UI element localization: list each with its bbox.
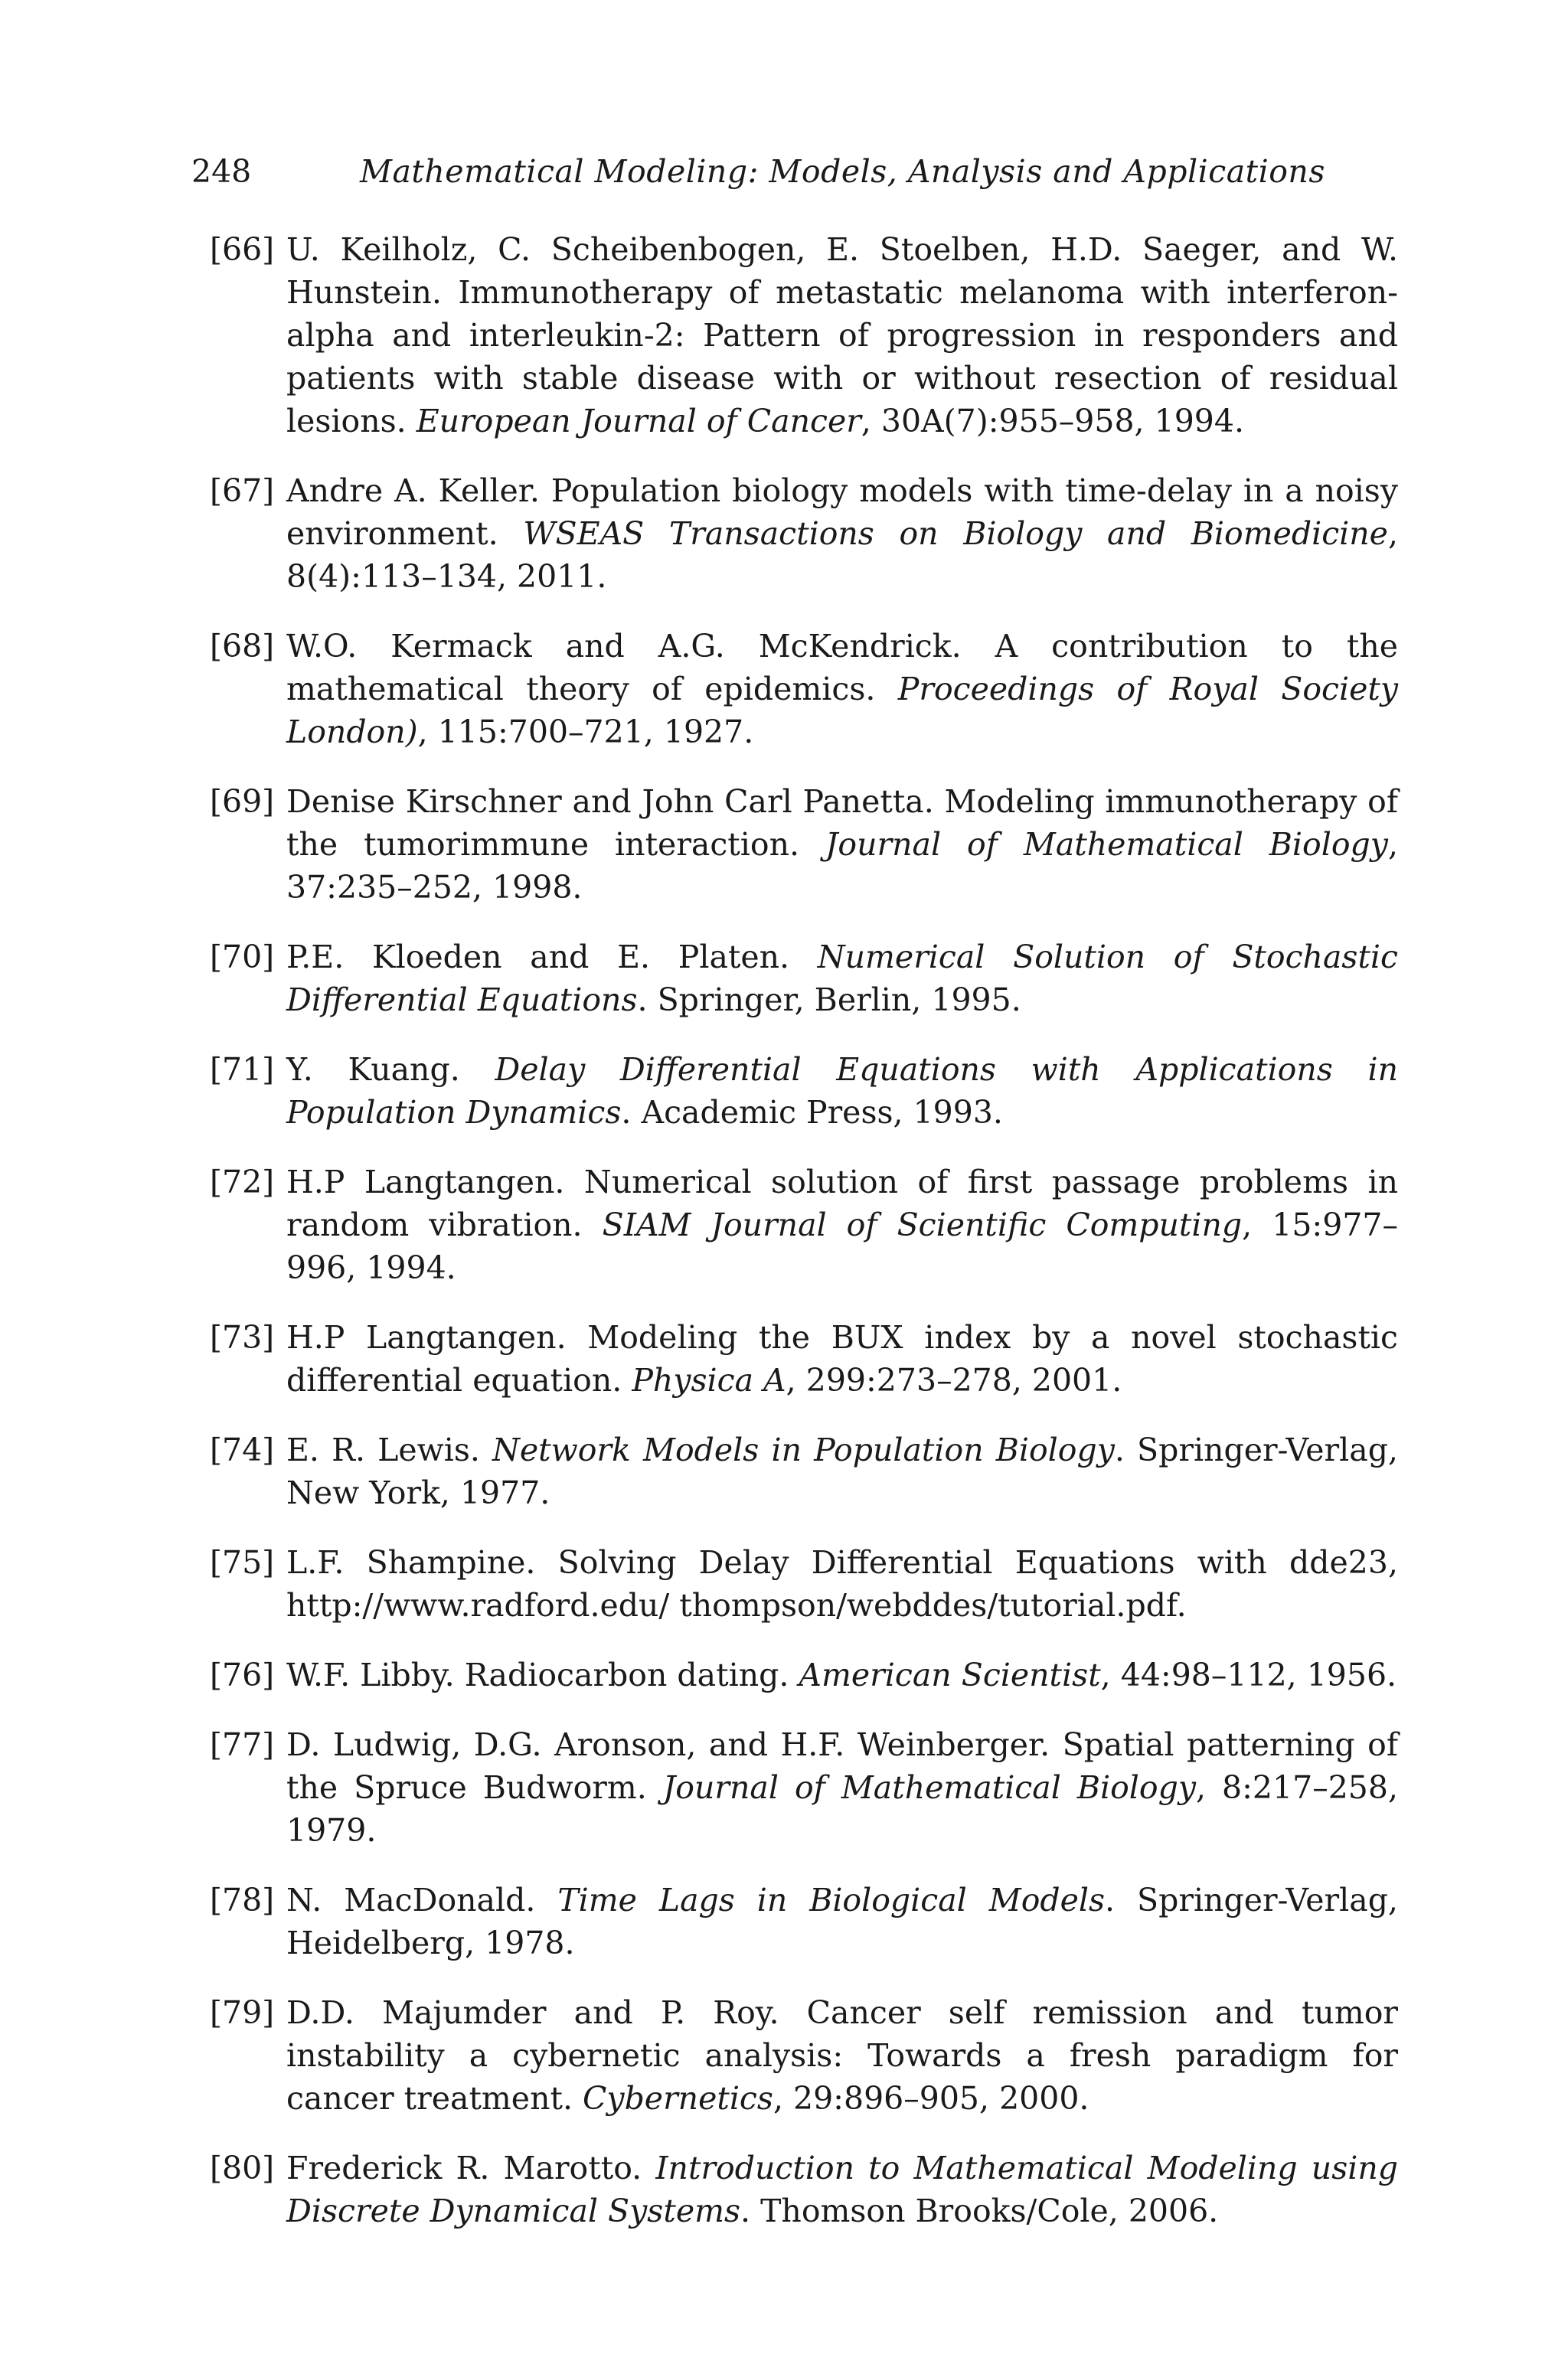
reference-details: . Springer, Berlin, 1995.	[637, 981, 1021, 1018]
reference-entry	[210, 1654, 1398, 1696]
reference-details: , 44:98–112, 1956.	[1100, 1657, 1397, 1693]
reference-venue: SIAM Journal of Scientific Computing	[602, 1207, 1243, 1243]
reference-details: , 8(4):113–134, 2011.	[286, 515, 1398, 595]
reference-text: N. MacDonald.	[286, 1882, 558, 1918]
reference-entry	[210, 1316, 1398, 1402]
reference-list	[210, 228, 1398, 2259]
reference-venue: Journal of Mathematical Biology	[662, 1769, 1196, 1806]
reference-venue: Network Models in Population Biology	[492, 1432, 1115, 1468]
reference-details: , 299:273–278, 2001.	[786, 1362, 1122, 1399]
reference-details: . Thomson Brooks/Cole, 2006.	[740, 2193, 1219, 2229]
reference-venue: WSEAS Transactions on Biology and Biomedicine	[523, 515, 1388, 552]
reference-text: Y. Kuang.	[286, 1051, 495, 1088]
reference-text: W.O. Kermack and A.G. McKendrick. A contribution to the mathematical theory of epidemics.	[286, 628, 1398, 707]
reference-text: Frederick R. Marotto.	[286, 2150, 656, 2186]
reference-entry	[210, 1541, 1398, 1627]
reference-entry	[210, 625, 1398, 753]
reference-entry	[210, 2147, 1398, 2232]
reference-text: E. R. Lewis.	[286, 1432, 493, 1468]
reference-number: [72]	[210, 1164, 275, 1200]
reference-details: , 30A(7):955–958, 1994.	[861, 403, 1245, 439]
reference-entry	[210, 1991, 1398, 2120]
reference-venue: European Journal of Cancer	[416, 403, 861, 439]
reference-entry	[210, 1879, 1398, 1964]
reference-venue: Numerical Solution of Stochastic Differential Equations	[286, 939, 1398, 1018]
reference-venue: Physica A	[632, 1362, 786, 1399]
reference-text: U. Keilholz, C. Scheibenbogen, E. Stoelben, H.D. Saeger, and W. Hunstein. Immunotherapy of metastatic melanoma with interferon-alpha and interleukin-2: Pattern of progression in responders and patients with stable disease with or without resection of residual lesions.	[286, 231, 1398, 439]
reference-number: [73]	[210, 1319, 275, 1356]
reference-details: , 37:235–252, 1998.	[286, 826, 1398, 906]
reference-number: [67]	[210, 472, 275, 509]
reference-number: [68]	[210, 628, 275, 665]
reference-number: [74]	[210, 1432, 275, 1468]
reference-details: . Springer-Verlag, Heidelberg, 1978.	[286, 1882, 1398, 1961]
reference-venue: Time Lags in Biological Models	[557, 1882, 1106, 1918]
reference-number: [78]	[210, 1882, 275, 1918]
reference-number: [71]	[210, 1051, 275, 1088]
running-title: Mathematical Modeling: Models, Analysis and Applications	[360, 153, 1325, 190]
reference-text: Andre A. Keller. Population biology models with time-delay in a noisy environment.	[286, 472, 1398, 552]
reference-venue: Journal of Mathematical Biology	[825, 826, 1388, 863]
reference-venue: Cybernetics	[583, 2080, 773, 2117]
reference-text: D.D. Majumder and P. Roy. Cancer self remission and tumor instability a cybernetic analysis: Towards a fresh paradigm for cancer treatment.	[286, 1994, 1398, 2117]
reference-number: [77]	[210, 1726, 275, 1763]
page-number: 248	[191, 153, 252, 190]
reference-number: [75]	[210, 1544, 275, 1581]
reference-entry	[210, 936, 1398, 1021]
reference-text: H.P Langtangen. Modeling the BUX index by a novel stochastic differential equation.	[286, 1319, 1398, 1399]
reference-details: , 115:700–721, 1927.	[417, 714, 754, 750]
reference-entry	[210, 469, 1398, 598]
reference-text: P.E. Kloeden and E. Platen.	[286, 939, 818, 975]
reference-entry	[210, 1161, 1398, 1289]
reference-number: [79]	[210, 1994, 275, 2031]
reference-details: , 29:896–905, 2000.	[773, 2080, 1089, 2117]
reference-details: , 15:977–996, 1994.	[286, 1207, 1398, 1286]
reference-entry	[210, 1429, 1398, 1514]
reference-entry	[210, 780, 1398, 909]
reference-text: L.F. Shampine. Solving Delay Differential Equations with dde23, http://www.radford.edu/ thompson/webddes/tutorial.pdf.	[286, 1544, 1398, 1624]
reference-text: W.F. Libby. Radiocarbon dating.	[286, 1657, 799, 1693]
reference-venue: Introduction to Mathematical Modeling using Discrete Dynamical Systems	[286, 2150, 1398, 2229]
reference-text: H.P Langtangen. Numerical solution of first passage problems in random vibration.	[286, 1164, 1398, 1243]
running-head	[191, 152, 1401, 191]
reference-venue: Delay Differential Equations with Applications in Population Dynamics	[286, 1051, 1398, 1131]
reference-number: [66]	[210, 231, 275, 268]
reference-number: [69]	[210, 783, 275, 820]
reference-details: . Academic Press, 1993.	[621, 1094, 1003, 1131]
reference-entry	[210, 1723, 1398, 1852]
reference-entry	[210, 1048, 1398, 1134]
reference-number: [80]	[210, 2150, 275, 2186]
reference-number: [76]	[210, 1657, 275, 1693]
reference-text: Denise Kirschner and John Carl Panetta. Modeling immunotherapy of the tumorimmune interaction.	[286, 783, 1398, 863]
reference-details: . Springer-Verlag, New York, 1977.	[286, 1432, 1398, 1511]
reference-venue: Proceedings of Royal Society London)	[286, 671, 1398, 750]
reference-details: , 8:217–258, 1979.	[286, 1769, 1398, 1849]
reference-venue: American Scientist	[799, 1657, 1101, 1693]
reference-text: D. Ludwig, D.G. Aronson, and H.F. Weinberger. Spatial patterning of the Spruce Budworm.	[286, 1726, 1398, 1806]
reference-entry	[210, 228, 1398, 442]
reference-number: [70]	[210, 939, 275, 975]
